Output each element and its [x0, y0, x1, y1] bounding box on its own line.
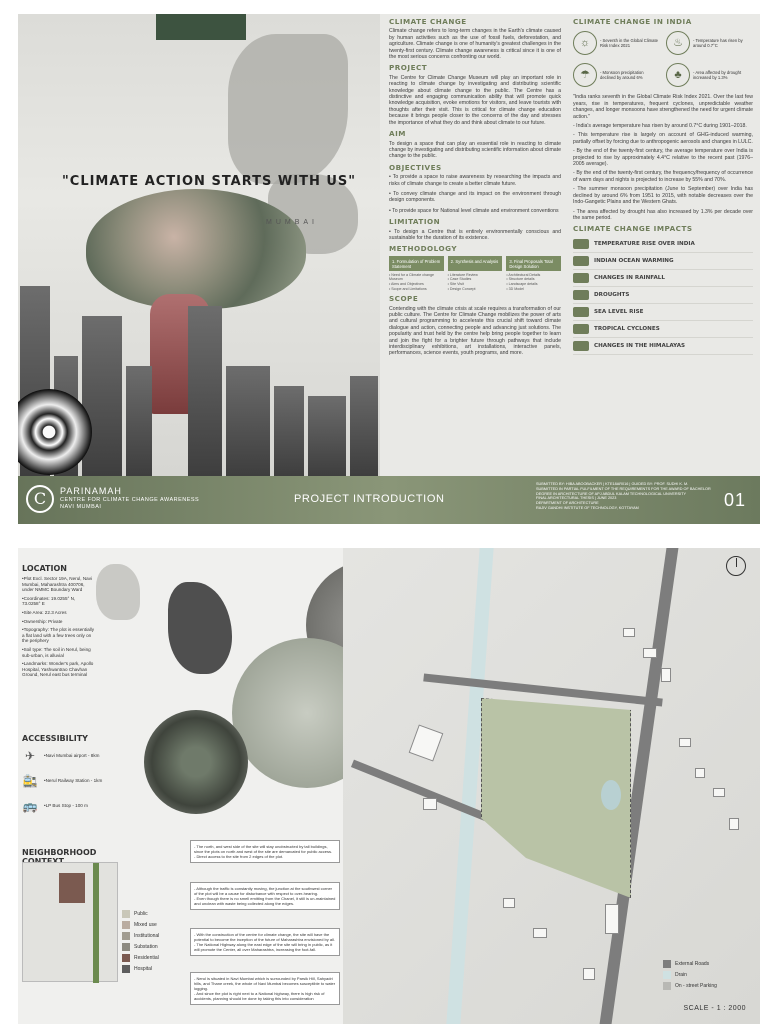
impact-item — [573, 321, 753, 338]
green-strip — [93, 863, 99, 983]
location-item: •Topography: The plot is essentially a flat land with a few trees only on the periphery — [22, 627, 95, 644]
impact-thumbnail — [573, 239, 589, 249]
sheet-footer — [18, 476, 760, 524]
building — [695, 768, 705, 778]
city-building — [126, 366, 152, 476]
stat-text: - Temperature has risen by around 0.7°C — [693, 38, 743, 49]
legend-label: Public — [134, 910, 148, 917]
scope-text: Contending with the climate crisis at scale requires a transformation of our public culture. The Centre for Climate Change mobilizes the power of arts and cultural programming to accelerate this crucial shift toward climate dialogue and action, connecting people and advancing just solutions. The popularity and trust held by the centre help bring people together to learn and join the fight for a brighter future through pathways that include interdisciplinary exhibitions, art installations, interactive panels, performances, science events, youth programs, and more. — [389, 305, 561, 357]
objective-item: • To provide a space to raise awareness by researching the impacts and risks of climate change to create a better climate future. — [389, 174, 561, 187]
project-heading: PROJECT — [389, 63, 428, 73]
parinamah-logo: C — [26, 485, 54, 513]
stat-text: - Monsoon precipitation declined by around 6% — [600, 70, 644, 81]
swot-threats-note: - Nerul is situated in Navi Mumbai which is surrounded by Parsik Hill, Sahyadri hills, and Thane creek, the whole of Navi Mumbai becomes susceptible to water logging. - And since the plot is right next to a National highway, there is high risk of accidents, planning should be done by taking this into consideration — [190, 972, 340, 1005]
methodology-details — [389, 273, 561, 291]
legend-label: Mixed use — [134, 921, 157, 928]
accessibility-item — [22, 768, 138, 793]
project-subtitle: CENTRE FOR CLIMATE CHANGE AWARENESS — [60, 497, 200, 503]
project-text: The Centre for Climate Change Museum will play an important role in reacting to climate change by investigating and distributing scientific knowledge about climate change to the public. The Centre has a distinctive and engaging communication ability that will promote quick knowledge acquisition, evoke emotions for visitors, and leave tourists with thoughts after their visit. This is critical for climate change education because it brings people closer to the concerns of the day and stresses the importance of what they do and think about climate to our future. — [389, 74, 561, 126]
limitation-text: • To design a Centre that is entirely environmentally conscious and sustainable for the duration of its existence. — [389, 228, 561, 241]
climate-change-heading: CLIMATE CHANGE — [389, 17, 467, 26]
accessibility-section — [22, 734, 138, 818]
building — [533, 928, 547, 938]
legend-label: Hospital — [134, 965, 153, 972]
methodology-heading: METHODOLOGY — [389, 244, 458, 254]
location-item: •Plot Excl. Sector 19A, Nerul, Navi Mumbai, Maharashtra 400706, under NMMC Boundary Ward — [22, 576, 93, 593]
methodology-detail: • Literature Review • Case Studies • Site Visit • Design Concept — [447, 272, 478, 291]
legend-item — [663, 969, 717, 980]
impact-label: CHANGES IN RAINFALL — [594, 274, 665, 281]
impact-item — [573, 287, 753, 304]
impact-item — [573, 338, 753, 355]
context-images-column — [138, 548, 338, 1024]
climate-collage-artwork — [18, 14, 380, 476]
intro-column — [389, 14, 561, 360]
building — [643, 648, 657, 658]
location-item: •Soil type: The soil in Nerul, being sub-urban, is alluvial — [22, 646, 91, 658]
building — [503, 898, 515, 908]
maharashtra-map — [168, 582, 232, 674]
legend-item — [663, 958, 717, 969]
legend-label: On - street Parking — [675, 982, 717, 989]
legend-label: Substation — [134, 943, 158, 950]
site-info-column — [18, 548, 160, 1024]
site-analysis-sheet — [18, 548, 760, 1024]
swot-weaknesses-note: - Although the traffic is constantly moving, the junction at the southwest corner of the plot will be a cause for disturbance with respect to over-hearing. - Even though there is no smell emitting from the Chanel, it still is un-maintained and unclean with waste being collected along the edges. — [190, 882, 340, 910]
india-map — [96, 564, 140, 620]
site-map-legend — [663, 958, 717, 991]
building — [423, 798, 437, 810]
objective-item: • To convey climate change and its impact on the environment through design components. — [389, 190, 561, 204]
impact-label: CHANGES IN THE HIMALAYAS — [594, 342, 686, 349]
city-building — [350, 376, 378, 476]
methodology-step: 3. Final Proposals Total Design Solution — [506, 256, 561, 271]
methodology-step: 2. Synthesis and Analysis — [448, 256, 503, 271]
project-introduction-sheet — [18, 14, 760, 524]
impact-thumbnail — [573, 273, 589, 283]
hospital-block — [59, 873, 85, 903]
site-plan-map — [343, 548, 760, 1024]
impact-item — [573, 236, 753, 253]
legend-swatch — [122, 932, 130, 940]
legend-swatch — [122, 943, 130, 951]
map-landmass — [228, 34, 348, 184]
book-cover-image — [156, 14, 246, 40]
accessibility-label: •Nerul Railway Station - 1km — [44, 778, 103, 783]
impact-item — [573, 304, 753, 321]
location-item: •Coordinates: 19.0255° N, 73.0258° E — [22, 595, 76, 607]
sheet-number: 01 — [723, 490, 746, 510]
dry-tree-icon: ♣ — [666, 63, 690, 87]
impact-thumbnail — [573, 324, 589, 334]
climate-point: - By the end of the twenty-first century, the frequency/frequency of occurrence of warm days and nights is projected to increase by 55% and 70%. — [573, 170, 753, 183]
methodology-detail: • Need for a Climate change Museum • Aims and Objectives • Scope and Limitations — [389, 272, 435, 291]
impact-thumbnail — [573, 341, 589, 351]
accessibility-item — [22, 743, 138, 768]
objective-item: • To provide space for National level climate and environment conventions — [389, 207, 559, 214]
impact-label: TEMPERATURE RISE OVER INDIA — [594, 240, 695, 247]
accessibility-item — [22, 793, 138, 818]
city-building — [274, 386, 304, 476]
legend-label: Residential — [134, 954, 159, 961]
neighborhood-section — [22, 848, 160, 972]
city-building — [188, 306, 222, 476]
impact-label: TROPICAL CYCLONES — [594, 325, 660, 332]
section-title: PROJECT INTRODUCTION — [294, 493, 445, 505]
legend-swatch — [663, 971, 671, 979]
limitation-heading: LIMITATION — [389, 217, 441, 227]
building — [623, 628, 635, 637]
neighborhood-heading: NEIGHBORHOOD — [22, 848, 97, 857]
climate-point: - The area affected by drought has also increased by 1.3% per decade over the same period. — [573, 208, 753, 221]
legend-swatch — [122, 954, 130, 962]
climate-stat — [573, 28, 660, 58]
climate-point: - India's average temperature has risen by around 0.7°C during 1901–2018. — [573, 123, 747, 130]
climate-point: - By the end of the twenty-first century, the average temperature over India is projected to rise by approximately 4.4°C relative to the recent past (1976–2005 average). — [573, 148, 753, 168]
rain-cloud-icon: ☂ — [573, 63, 597, 87]
scale-label: SCALE - 1 : 2000 — [683, 1005, 746, 1012]
swot-opportunities-note: - With the construction of the centre for climate change, the site will have the potential to become the inception of the future of Maharashtra envisioned by all. - The National Highway along the east edge of the site will bring in public, as it will promote the Center, all over Maharashtra, increasing the foot-fall. — [190, 928, 340, 956]
legend-label: Institutional — [134, 932, 160, 939]
project-location: NAVI MUMBAI — [60, 504, 102, 510]
climate-india-column — [573, 14, 753, 355]
stat-text: - Seventh in the Global Climate Risk Index 2021 — [600, 38, 658, 49]
mumbai-label: MUMBAI — [266, 219, 318, 226]
quote-text: "CLIMATE ACTION STARTS WITH US" — [62, 174, 357, 189]
impacts-heading: CLIMATE CHANGE IMPACTS — [573, 224, 693, 234]
climate-change-text: Climate change refers to long-term changes in the Earth's climate caused by human activities such as the use of fossil fuels, deforestation, and agriculture. Climate change is one of humanity's greatest challenges in the twenty-first century. Climate change awareness is critical since it is one of the most serious concerns confronting our world. — [389, 28, 561, 61]
building — [583, 968, 595, 980]
aim-text: To design a space that can play an essential role in reacting to climate change by investigating and distributing scientific information about climate change to the public. — [389, 140, 561, 160]
airplane-icon: ✈ — [24, 748, 36, 763]
location-item: •Landmarks: Wonder's park, Apollo Hospital, Yashwantrao Chavhan Ground, Nerul east bus terminal — [22, 661, 94, 678]
building — [679, 738, 691, 747]
legend-swatch — [122, 910, 130, 918]
external-road — [423, 673, 663, 706]
building — [729, 818, 739, 830]
location-details — [22, 576, 94, 681]
submission-credit: SUBMITTED BY: HIBA ABOOBACKER | KTE18AR016 | GUIDED BY: PROF. SUDHI K. M. SUBMITTED IN PARTIAL FULFILMENT OF THE REQUIREMENTS FOR THE AWARD OF BACHELOR DEGREE IN ARCHITECTURE OF APJ ABDUL KALAM TECHNOLOGICAL UNIVERSITY FINAL ARCHITECTURAL THESIS | JUNE 2023 DEPARTMENT OF ARCHITECTURE RAJIV GANDHI INSTITUTE OF TECHNOLOGY, KOTTAYAM — [536, 482, 711, 510]
location-item: •Ownership: Private — [22, 618, 63, 624]
methodology-steps — [389, 256, 561, 271]
building — [605, 904, 619, 934]
impact-item — [573, 253, 753, 270]
risk-index-icon: ☼ — [573, 31, 597, 55]
climate-point: - This temperature rise is largely on account of GHG-induced warming, partially offset by forcing due to anthropogenic aerosols and changes in LULC. — [573, 132, 753, 145]
methodology-step: 1. Formulation of Problem Statement — [389, 256, 444, 271]
climate-india-heading: CLIMATE CHANGE IN INDIA — [573, 17, 692, 26]
legend-swatch — [663, 982, 671, 990]
building — [713, 788, 725, 797]
impact-label: INDIAN OCEAN WARMING — [594, 257, 674, 264]
climate-stats — [573, 28, 753, 90]
climate-stat — [666, 60, 753, 90]
swot-strengths-note: - The north, and west side of the site will stay unobstructed by tall buildings, since the plots on north and west of the site are demarcated for public access. - Direct access to the site from 2 edges of the plot. — [190, 840, 340, 863]
accessibility-label: •Navi Mumbai airport - 8km — [44, 753, 100, 758]
city-building — [82, 316, 122, 476]
bus-icon: 🚌 — [22, 798, 38, 813]
methodology-detail: • Architectural Details • Structure details • Landscape details • 3D Model — [506, 272, 541, 291]
location-heading: LOCATION — [22, 564, 67, 573]
climate-point: "India ranks seventh in the Global Climate Risk Index 2021. Over the last few years, rise in temperatures, frequent cyclones, unpredictable weather changes, and longer monsoons have strengthened the need for urgent climate action." — [573, 94, 753, 120]
accessibility-heading: ACCESSIBILITY — [22, 734, 88, 743]
legend-swatch — [122, 965, 130, 973]
mushroom-cloud-image — [86, 189, 306, 309]
temperature-icon: ♨ — [666, 31, 690, 55]
impact-item — [573, 270, 753, 287]
legend-label: External Roads — [675, 960, 710, 967]
project-title: PARINAMAH — [60, 486, 122, 496]
stadium-photo — [144, 710, 248, 814]
globe-illustration — [18, 389, 92, 475]
legend-swatch — [663, 960, 671, 968]
climate-stat — [573, 60, 660, 90]
aim-heading: AIM — [389, 129, 406, 139]
legend-item — [663, 980, 717, 991]
climate-stat — [666, 28, 753, 58]
scope-heading: SCOPE — [389, 294, 419, 304]
location-item: •Site Area: 22.3 Acres — [22, 609, 67, 615]
city-building — [308, 396, 346, 476]
impact-label: DROUGHTS — [594, 291, 630, 298]
stat-text: - Area affected by drought increased by 1.3% — [693, 70, 742, 81]
objectives-heading: OBJECTIVES — [389, 162, 442, 172]
impact-thumbnail — [573, 256, 589, 266]
train-icon: 🚉 — [22, 773, 38, 788]
legend-label: Drain — [675, 971, 687, 978]
pond — [601, 780, 621, 810]
accessibility-label: •LP Bus Stop - 100 m — [44, 803, 88, 808]
north-arrow-icon — [726, 556, 746, 576]
impact-label: SEA LEVEL RISE — [594, 308, 644, 315]
building — [409, 724, 444, 761]
legend-swatch — [122, 921, 130, 929]
city-building — [226, 366, 270, 476]
climate-point: - The summer monsoon precipitation (June to September) over India has declined by around 6% from 1951 to 2015, with notable decreases over the Indo-Gangetic Plains and the Western Ghats. — [573, 186, 753, 206]
neighborhood-map — [22, 862, 118, 982]
building — [661, 668, 671, 682]
impact-thumbnail — [573, 290, 589, 300]
impact-thumbnail — [573, 307, 589, 317]
